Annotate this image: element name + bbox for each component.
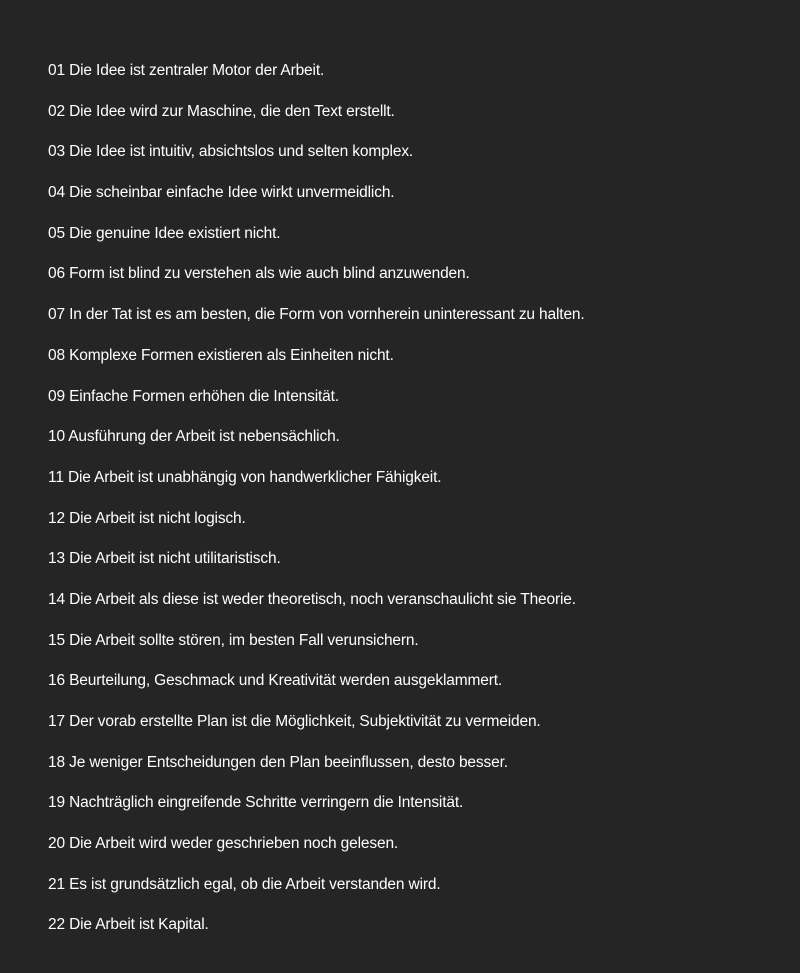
thesis-item: 07 In der Tat ist es am besten, die Form von vornherein uninteressant zu halten. bbox=[48, 306, 585, 324]
thesis-item: 14 Die Arbeit als diese ist weder theoretisch, noch veranschaulicht sie Theorie. bbox=[48, 590, 576, 608]
thesis-item: 18 Je weniger Entscheidungen den Plan beeinflussen, desto besser. bbox=[48, 753, 508, 771]
thesis-item: 17 Der vorab erstellte Plan ist die Möglichkeit, Subjektivität zu vermeiden. bbox=[48, 713, 541, 730]
thesis-item: 06 Form ist blind zu verstehen als wie auch blind anzuwenden. bbox=[48, 265, 470, 283]
thesis-item: 11 Die Arbeit ist unabhängig von handwerklicher Fähigkeit. bbox=[48, 468, 442, 486]
thesis-item: 05 Die genuine Idee existiert nicht. bbox=[48, 224, 281, 242]
thesis-item: 02 Die Idee wird zur Maschine, die den Text erstellt. bbox=[48, 102, 395, 120]
thesis-item: 20 Die Arbeit wird weder geschrieben noch gelesen. bbox=[48, 835, 399, 853]
thesis-item: 16 Beurteilung, Geschmack und Kreativität werden ausgeklammert. bbox=[48, 672, 503, 690]
thesis-item: 03 Die Idee ist intuitiv, absichtslos und selten komplex. bbox=[48, 143, 414, 161]
thesis-item: 09 Einfache Formen erhöhen die Intensität. bbox=[48, 387, 339, 405]
thesis-item: 08 Komplexe Formen existieren als Einheiten nicht. bbox=[48, 346, 394, 364]
thesis-item: 01 Die Idee ist zentraler Motor der Arbeit. bbox=[48, 62, 325, 79]
thesis-item: 10 Ausführung der Arbeit ist nebensächlich. bbox=[48, 428, 340, 446]
thesis-item: 04 Die scheinbar einfache Idee wirkt unvermeidlich. bbox=[48, 184, 395, 202]
thesis-item: 13 Die Arbeit ist nicht utilitaristisch. bbox=[48, 550, 281, 568]
thesis-item: 12 Die Arbeit ist nicht logisch. bbox=[48, 509, 246, 527]
thesis-item: 15 Die Arbeit sollte stören, im besten Fall verunsichern. bbox=[48, 631, 419, 649]
theses-list bbox=[48, 58, 788, 953]
thesis-item: 22 Die Arbeit ist Kapital. bbox=[48, 916, 209, 934]
thesis-item: 19 Nachträglich eingreifende Schritte verringern die Intensität. bbox=[48, 794, 464, 812]
thesis-item: 21 Es ist grundsätzlich egal, ob die Arbeit verstanden wird. bbox=[48, 875, 441, 893]
